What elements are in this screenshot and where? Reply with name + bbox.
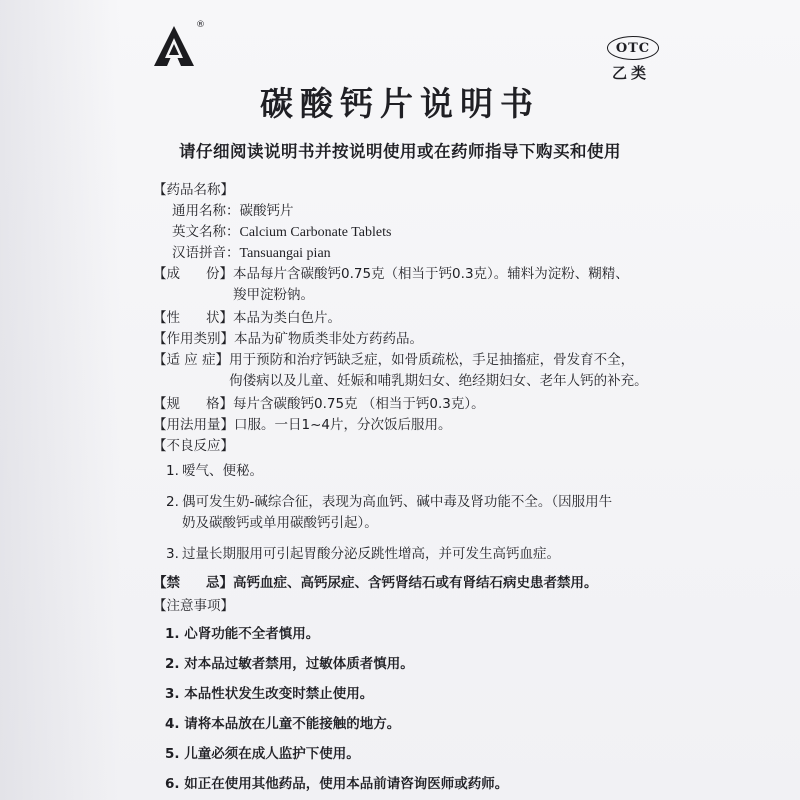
adverse-label: 【不良反应】 — [153, 438, 234, 454]
indications-line-2: 佝偻病以及儿童、妊娠和哺乳期妇女、绝经期妇女、老年人钙的补充。 — [229, 373, 648, 389]
leaflet-body — [153, 180, 668, 798]
indications-value — [229, 350, 668, 392]
drug-name-label: 【药品名称】 — [153, 182, 234, 198]
specification-value: 每片含碳酸钙0.75克 （相当于钙0.3克）。 — [233, 396, 485, 412]
composition-label-open: 【成 — [153, 266, 180, 282]
category-label: 【作用类别】 — [153, 331, 234, 347]
pinyin-value: Tansuangai pian — [239, 246, 331, 261]
company-logo-icon — [150, 22, 198, 70]
adverse-item-text: 过量长期服用可引起胃酸分泌反跳性增高，并可发生高钙血症。 — [182, 546, 560, 562]
appearance-label-close: 状】 — [206, 310, 233, 326]
specification-section — [153, 394, 668, 415]
otc-badge: OTC — [607, 36, 659, 60]
appearance-label-open: 【性 — [153, 310, 180, 326]
specification-label-close: 格】 — [206, 396, 233, 412]
precaution-item: 1. 心肾功能不全者慎用。 — [165, 626, 320, 642]
page-subtitle: 请仔细阅读说明书并按说明使用或在药师指导下购买和使用 — [179, 142, 621, 161]
contraindications-label-close: 忌】 — [206, 575, 233, 591]
adverse-item-number: 1. — [166, 463, 179, 479]
drug-name-section — [153, 180, 668, 201]
specification-label — [153, 394, 233, 415]
precaution-item: 5. 儿童必须在成人监护下使用。 — [165, 746, 360, 762]
appearance-section — [153, 308, 668, 329]
contraindications-section — [153, 573, 668, 594]
indications-section — [153, 350, 668, 392]
adverse-item — [153, 492, 668, 534]
generic-name-label: 通用名称： — [172, 203, 240, 219]
english-name-value: Calcium Carbonate Tablets — [239, 225, 392, 240]
otc-class-label: 乙类 — [612, 64, 651, 82]
precaution-item: 2. 对本品过敏者禁用，过敏体质者慎用。 — [165, 656, 414, 672]
precautions-label: 【注意事项】 — [153, 598, 234, 614]
adverse-item — [153, 544, 668, 565]
indications-label: 【适 应 症】 — [153, 352, 230, 368]
indications-line-1: 用于预防和治疗钙缺乏症，如骨质疏松，手足抽搐症，骨发育不全， — [229, 352, 635, 368]
category-value: 本品为矿物质类非处方药药品。 — [234, 331, 423, 347]
composition-line-2: 羧甲淀粉钠。 — [233, 287, 314, 303]
adverse-item-line-2: 奶及碳酸钙或单用碳酸钙引起）。 — [182, 515, 378, 531]
page-title: 碳酸钙片说明书 — [260, 84, 540, 123]
precaution-item: 4. 请将本品放在儿童不能接触的地方。 — [165, 716, 401, 732]
contraindications-label — [153, 573, 233, 594]
pinyin-row — [153, 243, 668, 264]
precaution-item: 6. 如正在使用其他药品，使用本品前请咨询医师或药师。 — [165, 776, 509, 792]
composition-line-1: 本品每片含碳酸钙0.75克（相当于钙0.3克）。辅料为淀粉、糊精、 — [233, 266, 629, 282]
pinyin-label: 汉语拼音： — [172, 245, 240, 261]
contraindications-value: 高钙血症、高钙尿症、含钙肾结石或有肾结石病史患者禁用。 — [233, 575, 598, 591]
adverse-item — [153, 461, 668, 482]
generic-name-value: 碳酸钙片 — [239, 203, 294, 219]
adverse-item-text — [182, 492, 668, 534]
specification-label-open: 【规 — [153, 396, 180, 412]
precaution-item: 3. 本品性状发生改变时禁止使用。 — [165, 686, 374, 702]
appearance-label — [153, 308, 233, 329]
adverse-section — [153, 436, 668, 457]
generic-name-row — [153, 201, 668, 222]
registered-mark: ® — [196, 20, 205, 30]
dosage-value: 口服。一日1~4片，分次饭后服用。 — [234, 417, 452, 433]
composition-value — [233, 264, 668, 306]
category-section — [153, 329, 668, 350]
composition-label-close: 份】 — [206, 266, 233, 282]
composition-label — [153, 264, 233, 285]
contraindications-label-open: 【禁 — [153, 575, 180, 591]
composition-section — [153, 264, 668, 306]
adverse-item-text: 嗳气、便秘。 — [182, 463, 263, 479]
adverse-item-line-1: 偶可发生奶-碱综合征，表现为高血钙、碱中毒及肾功能不全。（因服用牛 — [182, 494, 613, 510]
english-name-label: 英文名称： — [172, 224, 240, 240]
adverse-item-number: 2. — [166, 494, 179, 510]
dosage-label: 【用法用量】 — [153, 417, 234, 433]
appearance-value: 本品为类白色片。 — [233, 310, 341, 326]
adverse-item-number: 3. — [166, 546, 179, 562]
english-name-row — [153, 222, 668, 243]
precautions-section — [153, 596, 668, 617]
dosage-section — [153, 415, 668, 436]
